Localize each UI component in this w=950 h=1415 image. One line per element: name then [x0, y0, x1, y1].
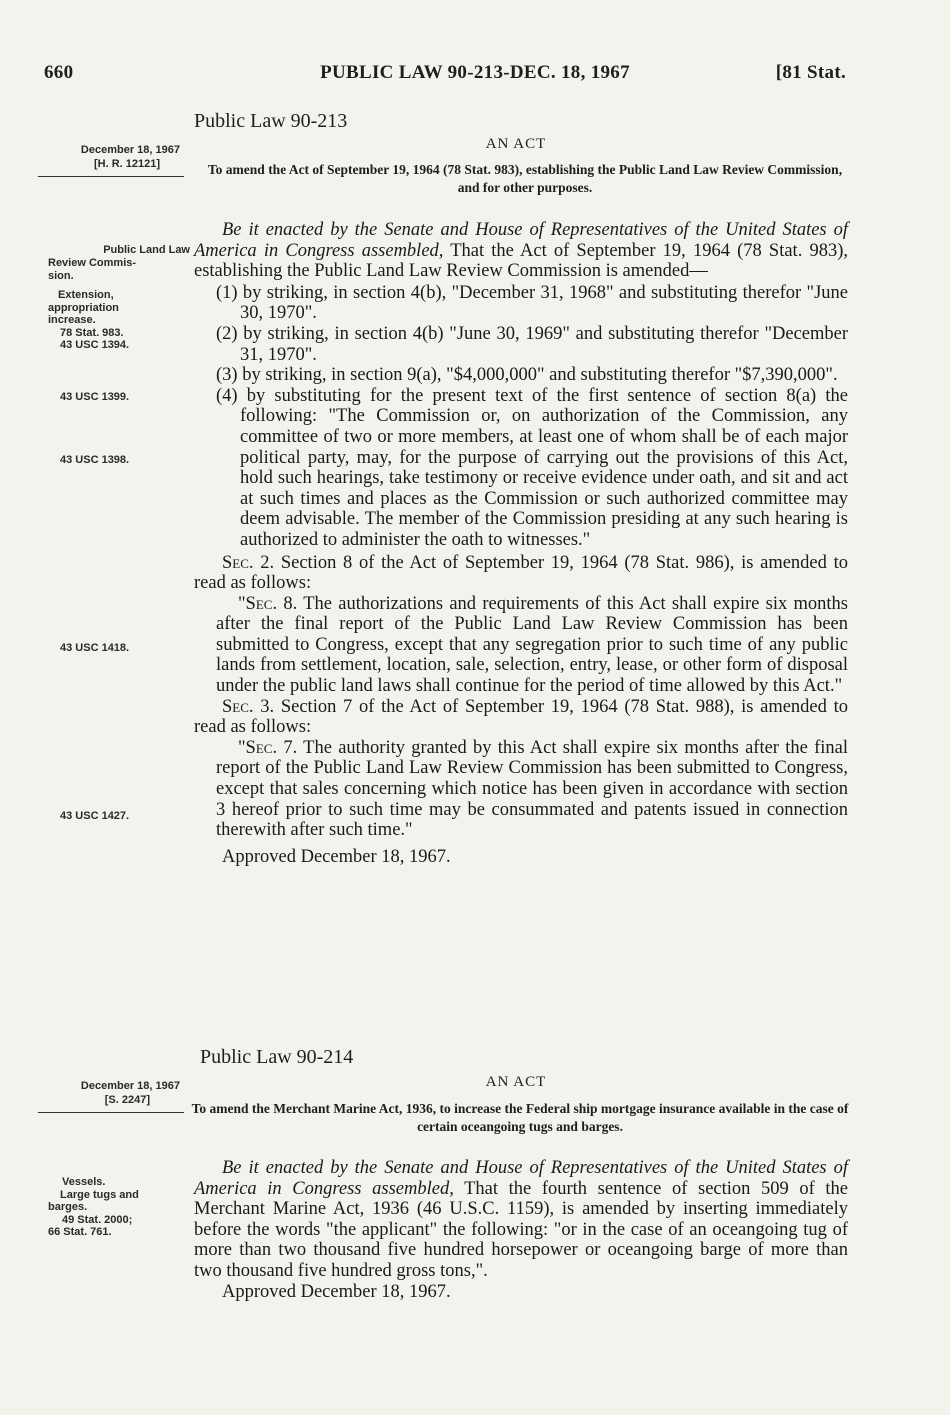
- law1-approved: Approved December 18, 1967.: [222, 846, 451, 867]
- law2-body: [194, 1158, 848, 1302]
- volume-reference: [81 Stat.: [775, 62, 846, 83]
- law1-section-3: Sec. 3. Section 7 of the Act of September 19, 1964 (78 Stat. 988), is amended to read as follows:: [194, 696, 848, 738]
- law2-purpose: To amend the Merchant Marine Act, 1936, to increase the Federal ship mortgage insurance available in the case of certain oceangoing tugs and barges.: [191, 1101, 849, 1134]
- law1-act-label: AN ACT: [485, 136, 547, 152]
- sidenote-usc-1418: 43 USC 1418.: [60, 642, 130, 654]
- law2-bill-number: [S. 2247]: [104, 1094, 150, 1106]
- law1-enacting-clause: Be it enacted by the Senate and House of Representatives of the United States of America in Congress assembled, That the Act of September 19, 1964 (78 Stat. 983), establishing the Public Land Law Review Commission is amended—: [194, 220, 848, 282]
- law1-section-3-quote: "Sec. 7. The authority granted by this Act shall expire six months after the final report of the Public Land Law Review Commission has been submitted to Congress, except that sales concerning which notice has been given in accordance with section 3 hereof prior to such time may be consummated and patents issued in connection therewith after such time.": [216, 737, 849, 841]
- sidenote-commission: Public Land Law: [103, 244, 190, 256]
- law2-approved: Approved December 18, 1967.: [222, 1281, 451, 1302]
- law1-bill-number: [H. R. 12121]: [93, 158, 160, 170]
- law1-header-rule: [38, 176, 184, 177]
- law2-enacting-clause: Be it enacted by the Senate and House of Representatives of the United States of America in Congress assembled, That the fourth sentence of section 509 of the Merchant Marine Act, 1936 (46 U.S.C. 1159), is amended by inserting immediately before the words "the applicant" the following: "or in the case of an oceangoing tug of more than two thousand five hundred horsepower or oceangoing barge of more than two thousand five hundred gross tons,".: [194, 1158, 848, 1281]
- law1-body: [194, 220, 848, 867]
- page-number: 660: [44, 62, 74, 83]
- sidenote-usc-1398: 43 USC 1398.: [60, 454, 130, 466]
- sidenote-vessels: Vessels. Large tugs and barges. 49 Stat. 2000; 66 Stat. 761.: [48, 1176, 139, 1238]
- law2-date: December 18, 1967: [80, 1080, 180, 1092]
- law2-act-label: AN ACT: [485, 1074, 547, 1090]
- running-title: PUBLIC LAW 90-213-DEC. 18, 1967: [320, 62, 630, 83]
- law1-item-1: (1) by striking, in section 4(b), "December 31, 1968" and substituting therefor "June 30, 1970".: [216, 282, 848, 324]
- law1-purpose: To amend the Act of September 19, 1964 (78 Stat. 983), establishing the Public Land Law Review Commission, and for other purposes.: [207, 162, 843, 195]
- law1-date: December 18, 1967: [80, 144, 180, 156]
- law2-header-rule: [38, 1112, 184, 1113]
- law1-section-2-quote: "Sec. 8. The authorizations and requirements of this Act shall expire six months after the final report of the Public Land Law Review Commission has been submitted to Congress, except that any segregation prior to such time of any public lands from settlement, location, sale, selection, entry, lease, or other form of disposal under the public land laws shall continue for the period of time allowed by this Act.": [216, 593, 849, 697]
- law1-section-2: Sec. 2. Section 8 of the Act of September 19, 1964 (78 Stat. 986), is amended to read as follows:: [194, 552, 848, 594]
- law1-title: Public Law 90-213: [194, 110, 348, 132]
- sidenote-commission-cont: Review Commis- sion.: [48, 257, 137, 282]
- sidenote-usc-1427: 43 USC 1427.: [60, 810, 130, 822]
- law2-title: Public Law 90-214: [200, 1046, 354, 1068]
- law1-item-3: (3) by striking, in section 9(a), "$4,000,000" and substituting therefor "$7,390,000".: [216, 365, 838, 386]
- law1-item-4: (4) by substituting for the present text of the first sentence of section 8(a) the following: "The Commission or, on authorization of the Commission, any committee of two or more members, at least one of whom shall be of each major political party, may, for the purpose of carrying out the provisions of this Act, hold such hearings, take testimony or receive evidence under oath, and sit and act at such times and places as the Commission or such authorized committee may deem advisable. The member of the Commission presiding at any such hearing is authorized to administer the oath to witnesses.": [216, 385, 848, 550]
- law1-item-2: (2) by striking, in section 4(b) "June 30, 1969" and substituting therefor "December 31, 1970".: [216, 323, 848, 365]
- sidenote-extension: Extension, appropriation increase. 78 Stat. 983. 43 USC 1394.: [48, 289, 130, 351]
- sidenote-usc-1399: 43 USC 1399.: [60, 391, 130, 403]
